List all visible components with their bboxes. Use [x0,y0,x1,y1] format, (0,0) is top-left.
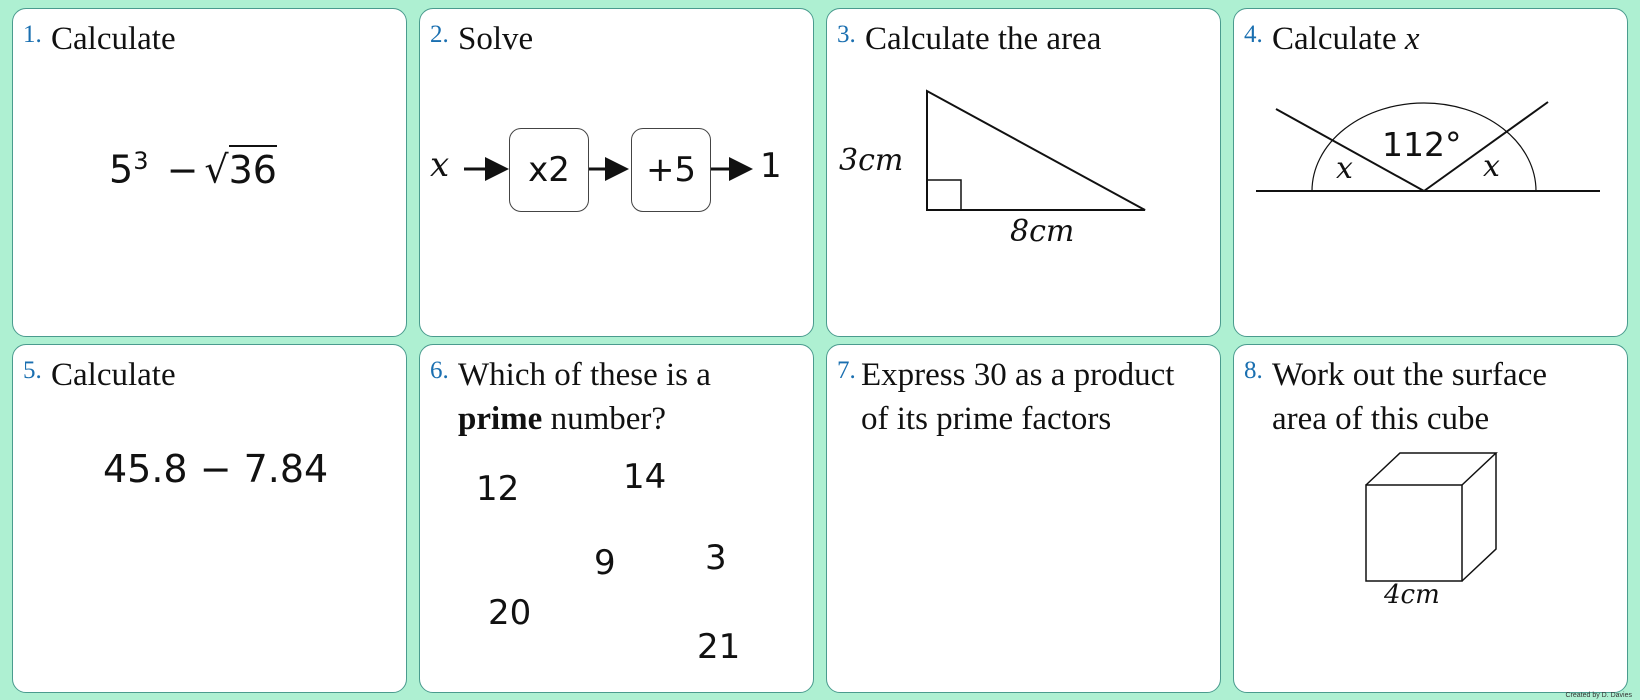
power-minus-root-expression [109,147,277,192]
prompt-line-1: Express 30 as a product [861,357,1175,393]
triangle-base-label: 8cm [1010,214,1075,249]
angles-on-line-diagram [1234,9,1628,337]
option-number: 14 [623,457,667,497]
cube-side-face [1462,453,1496,581]
question-card-3 [826,8,1221,337]
right-angle-label: x [1483,149,1500,184]
radicand: 36 [229,145,277,192]
question-card-2 [419,8,814,337]
minus-sign: − [166,147,199,192]
prompt-line-2: area of this cube [1272,401,1490,437]
question-prompt: Solve [458,21,534,57]
prompt-line-1: Work out the surface [1272,357,1547,393]
option-number: 21 [697,627,741,667]
question-number: 2. [430,21,449,48]
question-number: 7. [837,357,856,384]
creator-credit: Created by D. Davies [1565,692,1632,699]
prompt-line-2 [458,397,711,441]
triangle-height-label: 3cm [839,143,904,178]
right-triangle [927,91,1145,210]
question-prompt: Calculate [51,21,176,57]
option-number: 3 [705,538,727,578]
prompt-bold-word: prime [458,401,543,437]
prompt-line-1: Which of these is a [458,357,711,393]
right-angle-marker [927,180,961,210]
question-prompt: Calculate the area [865,21,1102,57]
question-number: 3. [837,21,856,48]
cube-diagram [1234,345,1628,693]
cube-front-face [1366,485,1462,581]
prompt-line-2: of its prime factors [861,401,1112,437]
subtraction-expression: 45.8 − 7.84 [103,447,329,491]
option-number: 12 [476,469,520,509]
question-card-8 [1233,344,1628,693]
function-machine-arrows [420,9,814,337]
question-number: 1. [23,21,42,48]
power-base: 5 [109,147,134,192]
question-card-1 [12,8,407,337]
question-number: 4. [1244,21,1263,48]
cube-edge-label: 4cm [1384,580,1440,610]
radical-sign: √ [204,147,229,192]
machine-output: 1 [760,146,782,186]
question-prompt [458,353,711,441]
power-exponent: 3 [133,147,149,175]
prompt-rest: number? [542,401,667,437]
question-number: 5. [23,357,42,384]
machine-box-multiply: x2 [509,128,589,212]
machine-input: x [430,145,450,185]
question-number: 8. [1244,357,1263,384]
prompt-text: Calculate [1272,21,1405,57]
question-prompt [861,353,1174,441]
question-card-7 [826,344,1221,693]
question-card-4 [1233,8,1628,337]
cube-top-face [1366,453,1496,485]
left-angle-label: x [1336,151,1353,186]
option-number: 9 [594,543,616,583]
question-prompt: Calculate [51,357,176,393]
option-number: 20 [488,593,532,633]
question-number: 6. [430,357,449,384]
machine-box-add: +5 [631,128,711,212]
given-angle-label: 112° [1382,125,1462,164]
prompt-variable: x [1404,21,1420,57]
question-card-6 [419,344,814,693]
question-card-5 [12,344,407,693]
